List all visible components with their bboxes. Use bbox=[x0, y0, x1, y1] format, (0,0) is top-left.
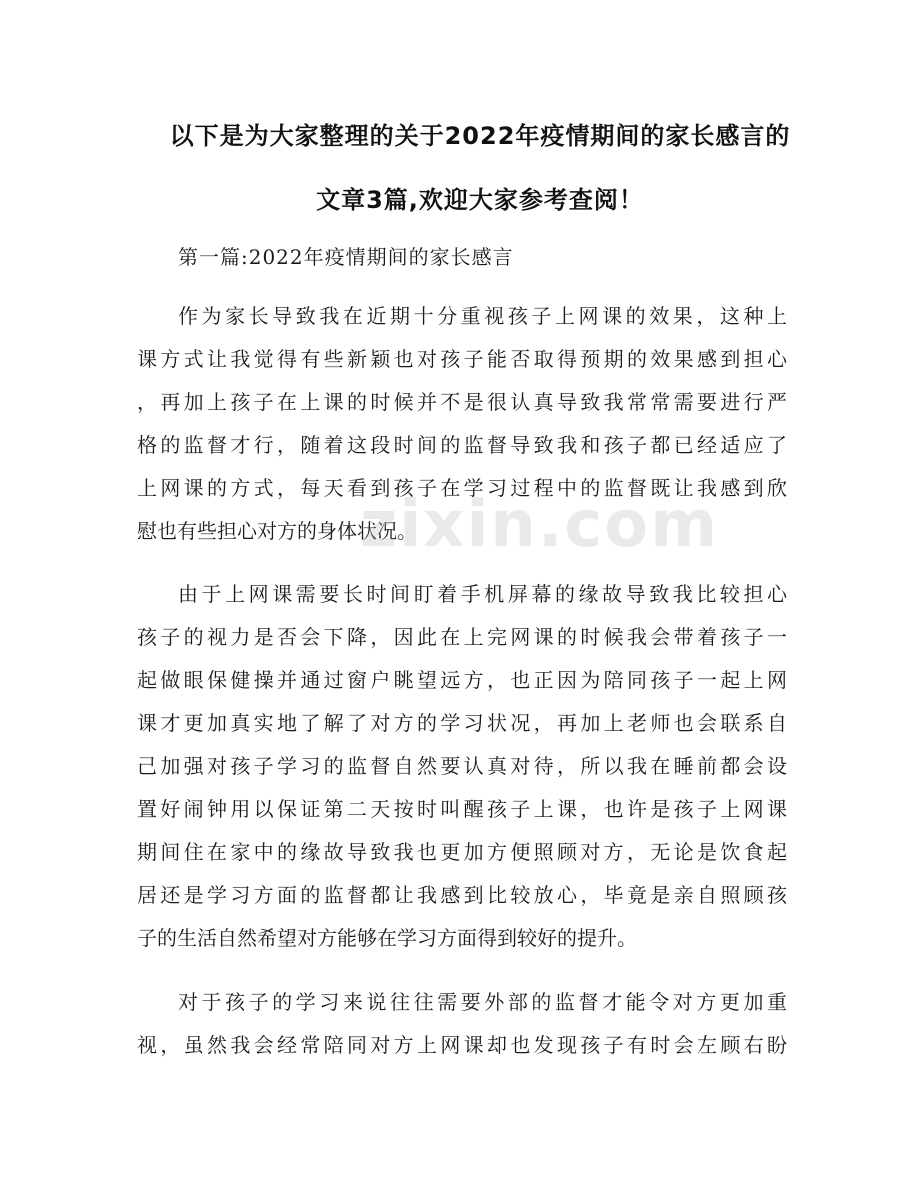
paragraph-2-line-1: 由于上网课需要长时间盯着手机屏幕的缘故导致我比较担心 bbox=[178, 582, 787, 606]
paragraph-1-line-3: ，再加上孩子在上课的时候并不是很认真导致我常常需要进行严 bbox=[137, 390, 787, 414]
paragraph-2-line-5: 己加强对孩子学习的监督自然要认真对待，所以我在睡前都会设 bbox=[137, 754, 787, 778]
document-title-line-2: 文章3篇,欢迎大家参考查阅！ bbox=[316, 186, 644, 214]
paragraph-1-line-1: 作为家长导致我在近期十分重视孩子上网课的效果，这种上 bbox=[178, 304, 787, 328]
document-title-line-1: 以下是为大家整理的关于2022年疫情期间的家长感言的 bbox=[169, 122, 791, 150]
paragraph-1-line-4: 格的监督才行，随着这段时间的监督导致我和孩子都已经适应了 bbox=[137, 433, 787, 457]
paragraph-3-line-1: 对于孩子的学习来说往往需要外部的监督才能令对方更加重 bbox=[178, 990, 787, 1014]
paragraph-2-line-6: 置好闹钟用以保证第二天按时叫醒孩子上课，也许是孩子上网课 bbox=[137, 797, 787, 821]
watermark: zixin.com bbox=[360, 488, 719, 562]
paragraph-1-line-5: 上网课的方式，每天看到孩子在学习过程中的监督既让我感到欣 bbox=[137, 476, 787, 500]
paragraph-2-line-3: 起做眼保健操并通过窗户眺望远方，也正因为陪同孩子一起上网 bbox=[137, 668, 787, 692]
paragraph-2-line-2: 孩子的视力是否会下降，因此在上完网课的时候我会带着孩子一 bbox=[137, 625, 787, 649]
paragraph-3-line-2: 视，虽然我会经常陪同对方上网课却也发现孩子有时会左顾右盼 bbox=[137, 1033, 787, 1057]
paragraph-1-line-6: 慰也有些担心对方的身体状况。 bbox=[137, 519, 417, 543]
paragraph-2-line-9: 子的生活自然希望对方能够在学习方面得到较好的提升。 bbox=[137, 926, 637, 950]
paragraph-2-line-4: 课才更加真实地了解了对方的学习状况，再加上老师也会联系自 bbox=[137, 711, 787, 735]
section-heading: 第一篇:2022年疫情期间的家长感言 bbox=[178, 245, 514, 269]
paragraph-1-line-2: 课方式让我觉得有些新颖也对孩子能否取得预期的效果感到担心 bbox=[137, 347, 787, 371]
paragraph-2-line-8: 居还是学习方面的监督都让我感到比较放心，毕竟是亲自照顾孩 bbox=[137, 883, 787, 907]
paragraph-2-line-7: 期间住在家中的缘故导致我也更加方便照顾对方，无论是饮食起 bbox=[137, 840, 787, 864]
